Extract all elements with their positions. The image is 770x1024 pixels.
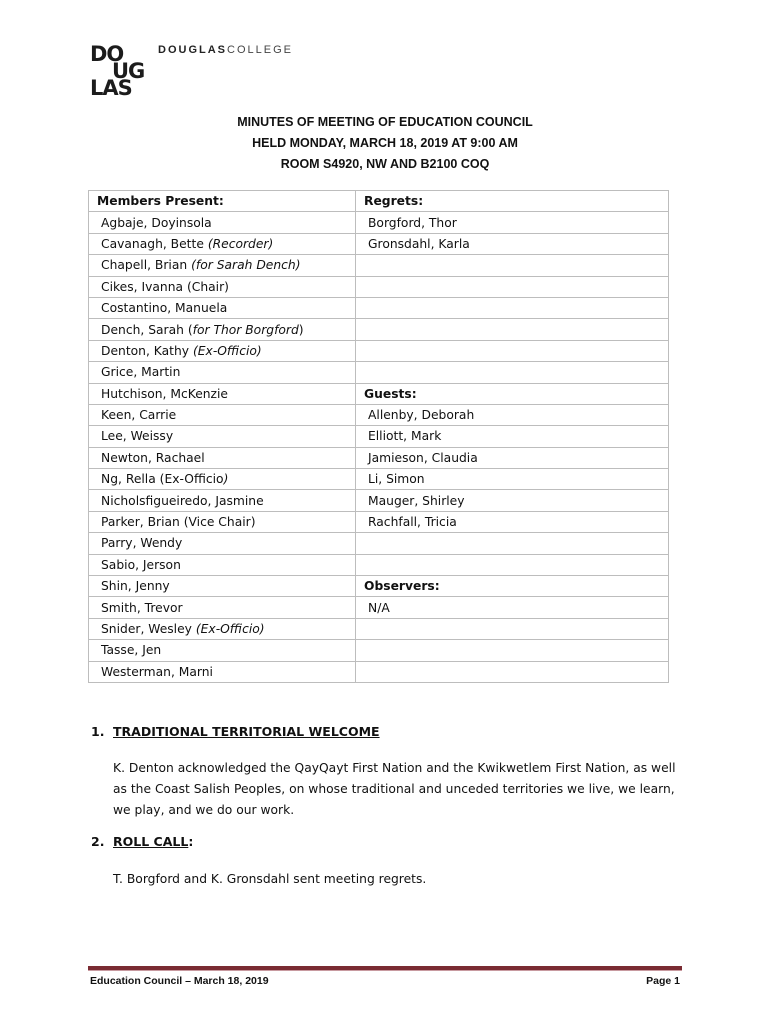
member-role: for Thor Borgford	[192, 322, 299, 337]
attendance-row	[89, 340, 669, 361]
member-name-text: Snider, Wesley	[101, 622, 196, 636]
section-number: 2.	[91, 834, 105, 849]
member-name	[89, 576, 356, 597]
member-name	[89, 233, 356, 254]
regret-name: Gronsdahl, Karla	[356, 233, 669, 254]
section-2-paragraph	[113, 869, 683, 890]
paragraph-line: T. Borgford and K. Gronsdahl sent meeting regrets.	[113, 872, 427, 886]
member-role: (Ex-Officio)	[192, 343, 262, 358]
attendance-row	[89, 212, 669, 233]
douglas-college-logo	[90, 42, 150, 102]
member-name-text: Grice, Martin	[101, 365, 181, 380]
member-name-text: Chapell, Brian	[101, 258, 192, 273]
attendance-table	[88, 190, 669, 683]
logo-mark-line: UG	[112, 59, 145, 83]
attendance-row	[89, 319, 669, 340]
attendance-row	[89, 276, 669, 297]
member-role: (Ex-Officio)	[195, 622, 265, 636]
member-role: )	[223, 472, 229, 487]
member-name-text: Dench, Sarah (	[101, 322, 193, 337]
guest-name: Li, Simon	[356, 469, 669, 490]
member-name-text: Hutchison, McKenzie	[101, 386, 228, 401]
member-role: (for Sarah Dench)	[191, 258, 301, 273]
member-name	[89, 255, 356, 276]
empty-cell	[356, 255, 669, 276]
attendance-row	[89, 255, 669, 276]
attendance-row	[89, 661, 669, 682]
section-title: TRADITIONAL TERRITORIAL WELCOME	[113, 724, 380, 739]
attendance-row	[89, 426, 669, 447]
title-line-2: HELD MONDAY, MARCH 18, 2019 AT 9:00 AM	[252, 136, 518, 150]
member-name	[89, 447, 356, 468]
brand-light: COLLEGE	[227, 44, 293, 56]
empty-cell	[356, 276, 669, 297]
brand-bold: DOUGLAS	[158, 44, 227, 56]
guest-name: Mauger, Shirley	[356, 490, 669, 511]
logo-mark-line: DO	[90, 42, 124, 66]
member-name-text: Sabio, Jerson	[101, 557, 181, 572]
logo-mark-line: LAS	[90, 76, 132, 100]
attendance-row	[89, 447, 669, 468]
empty-cell	[356, 297, 669, 318]
member-name-text: Tasse, Jen	[101, 643, 162, 658]
member-name	[89, 533, 356, 554]
paragraph-line: we play, and we do our work.	[113, 803, 295, 817]
attendance-row	[89, 469, 669, 490]
member-name	[89, 276, 356, 297]
empty-cell	[356, 533, 669, 554]
attendance-table-body	[89, 191, 669, 683]
brand-wordmark	[158, 44, 293, 56]
member-role: (Recorder)	[207, 236, 274, 251]
document-title	[0, 112, 770, 175]
attendance-row	[89, 640, 669, 661]
attendance-row	[89, 191, 669, 212]
attendance-row	[89, 362, 669, 383]
member-name-text: Newton, Rachael	[101, 450, 205, 465]
observer-name: N/A	[356, 597, 669, 618]
regrets-header: Regrets:	[356, 191, 669, 212]
member-name-text: Costantino, Manuela	[101, 301, 228, 316]
member-name	[89, 640, 356, 661]
section-heading-1	[91, 724, 380, 739]
member-name	[89, 618, 356, 639]
attendance-row	[89, 597, 669, 618]
section-1-paragraph	[113, 758, 683, 821]
attendance-row	[89, 554, 669, 575]
member-name	[89, 661, 356, 682]
member-name	[89, 319, 356, 340]
footer-meeting-date: Education Council – March 18, 2019	[90, 975, 269, 987]
guest-name: Rachfall, Tricia	[356, 511, 669, 532]
member-name	[89, 511, 356, 532]
title-line-1: MINUTES OF MEETING OF EDUCATION COUNCIL	[237, 115, 533, 129]
empty-cell	[356, 340, 669, 361]
paragraph-line: K. Denton acknowledged the QayQayt First Nation and the Kwikwetlem First Nation, as well	[113, 761, 676, 775]
attendance-row	[89, 511, 669, 532]
guest-name: Allenby, Deborah	[356, 404, 669, 425]
attendance-row	[89, 297, 669, 318]
member-name	[89, 469, 356, 490]
member-name-text: Nicholsfigueiredo, Jasmine	[101, 493, 264, 508]
member-role-suffix: )	[298, 322, 304, 337]
guests-header: Guests:	[356, 383, 669, 404]
member-name	[89, 404, 356, 425]
member-name-text: Cavanagh, Bette	[101, 236, 208, 251]
paragraph-line: as the Coast Salish Peoples, on whose traditional and unceded territories we live, we learn,	[113, 782, 675, 796]
member-name-text: Keen, Carrie	[101, 408, 177, 423]
attendance-row	[89, 576, 669, 597]
members-present-header: Members Present:	[89, 191, 356, 212]
section-number: 1.	[91, 724, 105, 739]
observers-header: Observers:	[356, 576, 669, 597]
member-name-text: Lee, Weissy	[101, 429, 174, 444]
section-title: ROLL CALL	[113, 834, 189, 849]
member-name	[89, 490, 356, 511]
member-name-text: Smith, Trevor	[101, 600, 183, 615]
member-name-text: Ng, Rella (Ex-Officio	[101, 472, 224, 487]
member-name	[89, 362, 356, 383]
member-name-text: Agbaje, Doyinsola	[101, 215, 212, 230]
footer-divider	[88, 966, 682, 971]
member-name-text: Westerman, Marni	[101, 664, 213, 679]
section-heading-2	[91, 834, 193, 849]
member-name-text: Denton, Kathy	[101, 343, 193, 358]
empty-cell	[356, 640, 669, 661]
empty-cell	[356, 661, 669, 682]
empty-cell	[356, 319, 669, 340]
empty-cell	[356, 362, 669, 383]
footer-page-number: Page 1	[646, 975, 680, 987]
empty-cell	[356, 554, 669, 575]
title-line-3: ROOM S4920, NW AND B2100 COQ	[280, 157, 490, 171]
member-name	[89, 212, 356, 233]
guest-name: Jamieson, Claudia	[356, 447, 669, 468]
attendance-row	[89, 618, 669, 639]
attendance-row	[89, 490, 669, 511]
regret-name: Borgford, Thor	[356, 212, 669, 233]
member-name	[89, 554, 356, 575]
section-title-suffix: :	[188, 834, 194, 849]
member-name	[89, 297, 356, 318]
member-name	[89, 426, 356, 447]
attendance-row	[89, 383, 669, 404]
guest-name: Elliott, Mark	[356, 426, 669, 447]
member-name	[89, 597, 356, 618]
attendance-row	[89, 233, 669, 254]
member-name	[89, 383, 356, 404]
member-name-text: Parker, Brian (Vice Chair)	[101, 515, 256, 530]
empty-cell	[356, 618, 669, 639]
member-name	[89, 340, 356, 361]
member-name-text: Parry, Wendy	[101, 536, 183, 551]
member-name-text: Shin, Jenny	[101, 579, 170, 594]
attendance-row	[89, 533, 669, 554]
attendance-row	[89, 404, 669, 425]
member-name-text: Cikes, Ivanna (Chair)	[101, 279, 229, 294]
